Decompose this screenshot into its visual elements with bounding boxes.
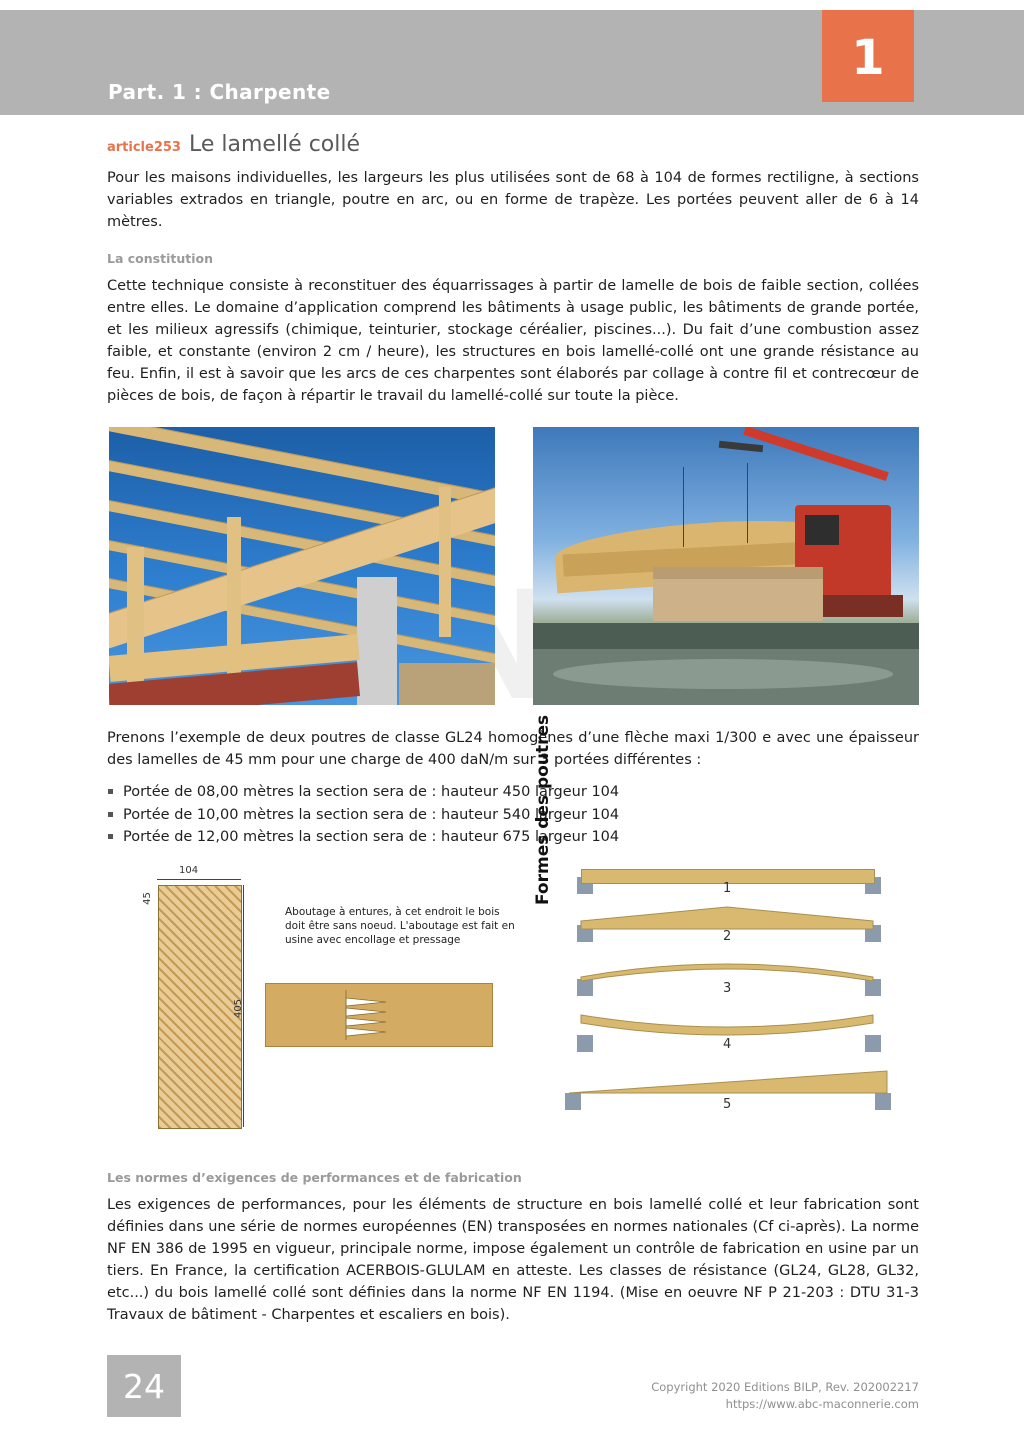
chapter-number: 1: [851, 30, 885, 86]
figure-height-label: 405: [233, 998, 245, 1018]
figure-width-label: 104: [179, 864, 199, 876]
figure-beam-shapes: [533, 714, 919, 1148]
figure-lamella-label: 45: [141, 891, 153, 905]
beam-number: 5: [723, 1096, 732, 1112]
footer-copyright-line: Copyright 2020 Editions BILP, Rev. 202002217: [651, 1380, 919, 1394]
list-item: Portée de 08,00 mètres la section sera de : hauteur 450 largeur 104: [107, 781, 919, 803]
beam-number: 4: [723, 1036, 732, 1052]
article-title: Le lamellé collé: [188, 132, 361, 157]
figure-finger-joint: [265, 983, 493, 1047]
constitution-paragraph: Cette technique consiste à reconstituer des équarrissages à partir de lamelle de bois de faible section, collées entre elles. Le domaine d’application comprend les bâtiments à usage public, les bâtiments de grande portée, et les milieux agressifs (chimique, teinturier, stockage céréalier, piscines...). Du fait d’une combustion assez faible, et constante (environ 2 cm / heure), les structures en bois lamellé-collé ont une grande résistance au feu. Enfin, il est à savoir que les arcs de ces charpentes sont élaborés par collage à contre fil et contrecœur de pièces de bois, de façon à répartir le travail du lamellé-collé sur toute la pièce.: [107, 278, 919, 405]
figure-section-hatch: [158, 885, 245, 1129]
page-number-badge: [107, 1355, 181, 1417]
watermark: SUNDIY: [190, 560, 871, 734]
document-content: [107, 132, 919, 1334]
subhead-normes: Les normes d’exigences de performances et de fabrication: [107, 1169, 522, 1185]
page-title: Part. 1 : Charpente: [108, 80, 331, 104]
beam-number: 1: [723, 880, 732, 896]
photo-charpente-lamelle-colle: [109, 427, 495, 705]
normes-paragraph: Les exigences de performances, pour les éléments de structure en bois lamellé collé et leur fabrication sont définies dans une série de normes européennes (EN) transposées en normes nationales (Cf ci-après). La norme NF EN 386 de 1995 en vigueur, principale norme, impose également un contrôle de fabrication en usine par un tiers. En France, la certification ACERBOIS-GLULAM en atteste. Les classes de résistance (GL24, GL28, GL32, etc...) du bois lamellé collé sont définies dans la norme NF EN 1194. (Mise en oeuvre NF P 21-203 : DTU 31-3 Travaux de bâtiment - Charpentes et escaliers en bois).: [107, 1196, 919, 1323]
photo-grue-levage-poutre: [533, 427, 919, 705]
figure-aboutage-note: Aboutage à entures, à cet endroit le bois doit être sans noeud. L'aboutage est fait en usine avec encollage et pressage: [285, 905, 515, 947]
footer-copyright: [651, 1379, 919, 1414]
chapter-badge: [822, 10, 914, 102]
example-paragraph: Prenons l’exemple de deux poutres de classe GL24 homogènes d’une flèche maxi 1/300 e avec une épaisseur des lamelles de 45 mm pour une charge de 400 daN/m sur 3 portées différentes :: [107, 730, 919, 769]
photo-row: [109, 427, 919, 705]
article-heading: [107, 132, 919, 157]
footer-website-line: https://www.abc-maconnerie.com: [725, 1397, 919, 1412]
portee-list: [107, 781, 919, 848]
beam-number: 2: [723, 928, 732, 944]
beam-number: 3: [723, 980, 732, 996]
list-item: Portée de 10,00 mètres la section sera de : hauteur 540 largeur 104: [107, 804, 919, 826]
subhead-constitution: La constitution: [107, 251, 213, 267]
list-item: Portée de 12,00 mètres la section sera de : hauteur 675 largeur 104: [107, 826, 919, 848]
figure-beams-axis-label: Formes des poutres: [533, 714, 553, 905]
article-reference: article253: [107, 140, 181, 155]
article-intro-paragraph: Pour les maisons individuelles, les largeurs les plus utilisées sont de 68 à 104 de formes rectiligne, à sections variables extrados en triangle, poutre en arc, ou en forme de trapèze. Les portées peuvent aller de 6 à 14 mètres.: [107, 170, 919, 231]
page-number: 24: [123, 1366, 165, 1406]
